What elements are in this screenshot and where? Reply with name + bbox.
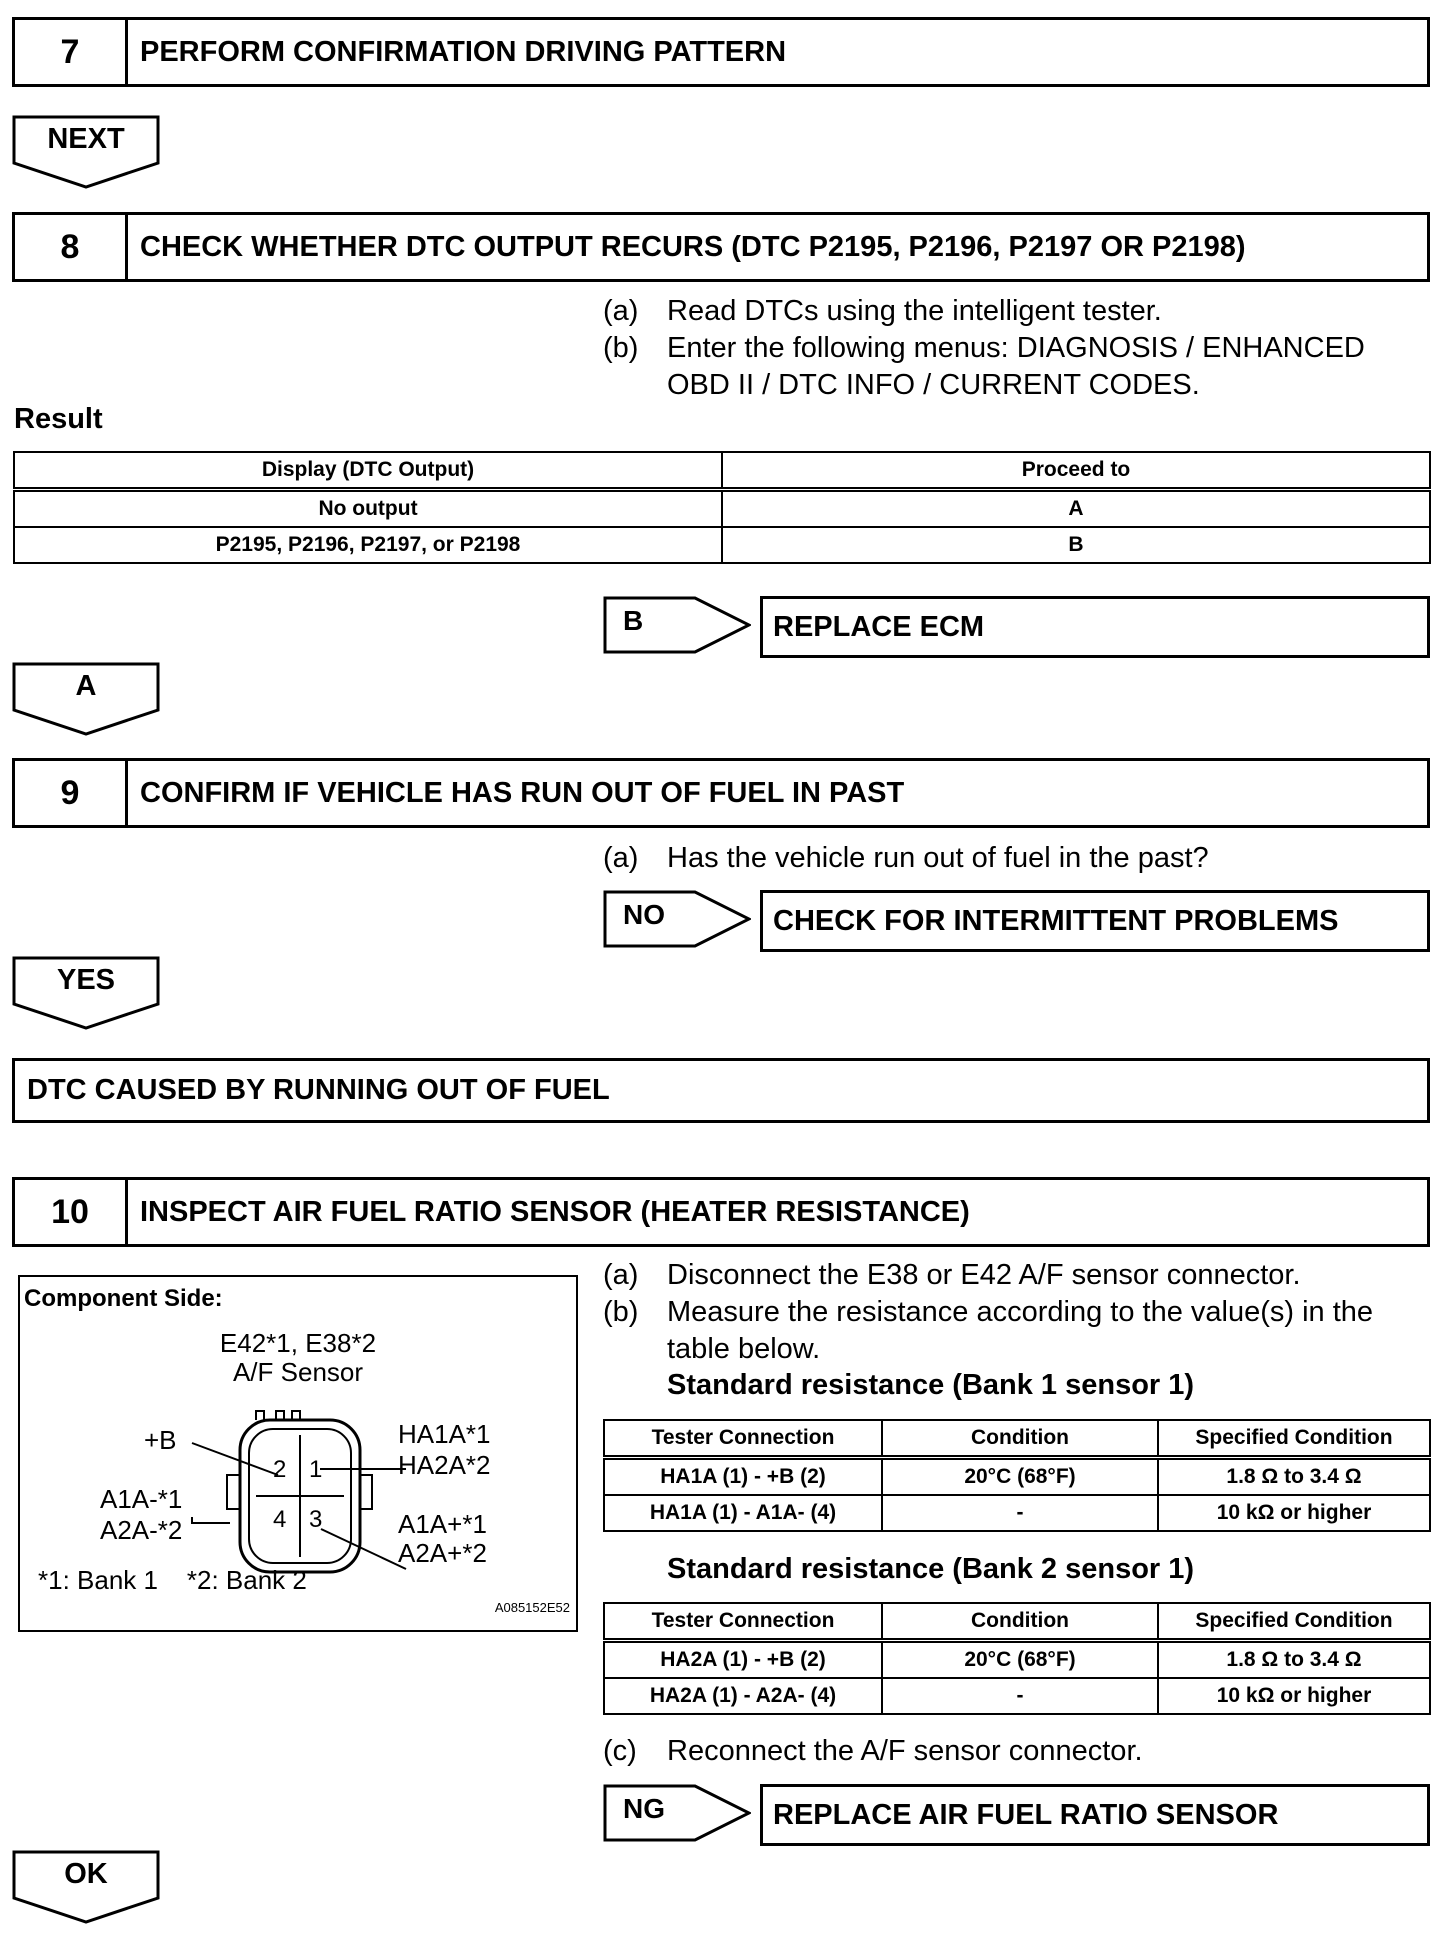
yes-arrow [12, 956, 160, 1030]
replace-ecm-box: REPLACE ECM [760, 596, 1430, 658]
instruction-item [603, 330, 1427, 404]
terminal-plus-b-label: +B [144, 1425, 177, 1455]
a-label: A [75, 670, 97, 702]
pin-label: 2 [273, 1456, 287, 1483]
result-table [13, 451, 1431, 564]
connector-description: A/F Sensor [232, 1357, 364, 1387]
step-9-title: CONFIRM IF VEHICLE HAS RUN OUT OF FUEL IN PAST [140, 776, 905, 809]
connector-icon [227, 1411, 372, 1572]
table-header: Tester Connection [604, 1603, 882, 1641]
diagram-heading: Component Side: [24, 1285, 223, 1312]
bank2-title: Standard resistance (Bank 2 sensor 1) [667, 1553, 1195, 1585]
terminal-ha1a-label: HA1A*1 [398, 1419, 491, 1449]
terminal-a2a-minus-label: A2A-*2 [100, 1515, 183, 1545]
table-header: Tester Connection [604, 1420, 882, 1458]
table-row [604, 1458, 1430, 1496]
instruction-label: (a) [603, 1259, 639, 1291]
table-header: Condition [882, 1420, 1158, 1458]
instruction-text: Enter the following menus: DIAGNOSIS / ENHANCED OBD II / DTC INFO / CURRENT CODES. [667, 332, 1365, 401]
table-cell: 20°C (68°F) [882, 1641, 1158, 1679]
table-cell: - [882, 1678, 1158, 1714]
terminal-ha2a-label: HA2A*2 [398, 1450, 491, 1480]
diagram-footnote: *1: Bank 1 *2: Bank 2 [38, 1565, 307, 1595]
step-8-header [12, 212, 1430, 282]
instruction-item [603, 840, 1427, 877]
instruction-text: Disconnect the E38 or E42 A/F sensor connector. [667, 1259, 1301, 1291]
step-8-instructions [603, 293, 1427, 404]
replace-af-sensor-box: REPLACE AIR FUEL RATIO SENSOR [760, 1784, 1430, 1846]
ok-label: OK [64, 1858, 108, 1890]
table-cell: P2195, P2196, P2197, or P2198 [14, 527, 722, 563]
figure-code: A085152E52 [494, 1600, 570, 1615]
table-header-row [604, 1420, 1430, 1458]
instruction-label: (b) [603, 1296, 639, 1328]
step-9-header [12, 758, 1430, 828]
connector-diagram [18, 1275, 578, 1632]
step-9-instructions [603, 840, 1427, 877]
table-header-row [14, 452, 1430, 490]
intermittent-problems-box: CHECK FOR INTERMITTENT PROBLEMS [760, 890, 1430, 952]
table-row [14, 527, 1430, 563]
step-7-title: PERFORM CONFIRMATION DRIVING PATTERN [140, 35, 787, 68]
instruction-text: Has the vehicle run out of fuel in the past? [667, 842, 1209, 874]
table-cell: No output [14, 490, 722, 528]
table-row [604, 1495, 1430, 1531]
table-cell: - [882, 1495, 1158, 1531]
step-10-instruction-c [603, 1733, 1427, 1770]
step-10-title: INSPECT AIR FUEL RATIO SENSOR (HEATER RESISTANCE) [140, 1195, 970, 1228]
step-10-number: 10 [15, 1180, 128, 1244]
pin-label: 1 [309, 1456, 323, 1483]
connector-name: E42*1, E38*2 [219, 1328, 377, 1358]
table-row [604, 1678, 1430, 1714]
terminal-a1a-minus-label: A1A-*1 [100, 1484, 183, 1514]
table-cell: 10 kΩ or higher [1158, 1678, 1430, 1714]
instruction-text: Read DTCs using the intelligent tester. [667, 295, 1162, 327]
branch-no-arrow [603, 890, 751, 948]
instruction-label: (a) [603, 295, 639, 327]
table-cell: 20°C (68°F) [882, 1458, 1158, 1496]
table-header: Specified Condition [1158, 1603, 1430, 1641]
bank2-table [603, 1602, 1431, 1715]
instruction-text: Reconnect the A/F sensor connector. [667, 1735, 1143, 1767]
table-cell: HA2A (1) - A2A- (4) [604, 1678, 882, 1714]
instruction-text: Measure the resistance according to the value(s) in the table below. [667, 1296, 1374, 1365]
pin-label: 4 [273, 1506, 287, 1533]
yes-label: YES [56, 964, 116, 996]
branch-b-arrow [603, 596, 751, 654]
terminal-a1a-plus-label: A1A+*1 [398, 1509, 487, 1539]
next-arrow [12, 115, 160, 189]
table-cell: HA1A (1) - A1A- (4) [604, 1495, 882, 1531]
table-header: Proceed to [722, 452, 1430, 490]
branch-ng-label: NG [623, 1793, 665, 1824]
instruction-label: (a) [603, 842, 639, 874]
instruction-label: (c) [603, 1735, 637, 1767]
instruction-item [603, 293, 1427, 330]
bank1-title: Standard resistance (Bank 1 sensor 1) [667, 1369, 1195, 1401]
table-header-row [604, 1603, 1430, 1641]
step-8-number: 8 [15, 215, 128, 279]
instruction-item [603, 1257, 1427, 1294]
table-cell: B [722, 527, 1430, 563]
table-cell: HA2A (1) - +B (2) [604, 1641, 882, 1679]
table-header: Display (DTC Output) [14, 452, 722, 490]
ok-arrow [12, 1850, 160, 1924]
table-row [604, 1641, 1430, 1679]
result-label: Result [14, 403, 103, 435]
out-of-fuel-result-box: DTC CAUSED BY RUNNING OUT OF FUEL [12, 1058, 1430, 1123]
pin-label: 3 [309, 1506, 323, 1533]
table-row [14, 490, 1430, 528]
branch-ng-arrow [603, 1784, 751, 1842]
branch-no-label: NO [623, 899, 665, 930]
instruction-label: (b) [603, 332, 639, 364]
step-10-header [12, 1177, 1430, 1247]
bank1-table [603, 1419, 1431, 1532]
step-7-header [12, 17, 1430, 87]
next-label: NEXT [47, 123, 125, 155]
table-header: Specified Condition [1158, 1420, 1430, 1458]
instruction-item [603, 1733, 1427, 1770]
table-header: Condition [882, 1603, 1158, 1641]
table-cell: 1.8 Ω to 3.4 Ω [1158, 1458, 1430, 1496]
table-cell: HA1A (1) - +B (2) [604, 1458, 882, 1496]
step-9-number: 9 [15, 761, 128, 825]
table-cell: A [722, 490, 1430, 528]
branch-b-label: B [623, 605, 644, 636]
step-7-number: 7 [15, 20, 128, 84]
instruction-item [603, 1294, 1427, 1368]
step-10-instructions [603, 1257, 1427, 1368]
step-8-title: CHECK WHETHER DTC OUTPUT RECURS (DTC P2195, P2196, P2197 OR P2198) [140, 230, 1246, 263]
terminal-a2a-plus-label: A2A+*2 [398, 1538, 487, 1568]
a-arrow [12, 662, 160, 736]
table-cell: 1.8 Ω to 3.4 Ω [1158, 1641, 1430, 1679]
table-cell: 10 kΩ or higher [1158, 1495, 1430, 1531]
